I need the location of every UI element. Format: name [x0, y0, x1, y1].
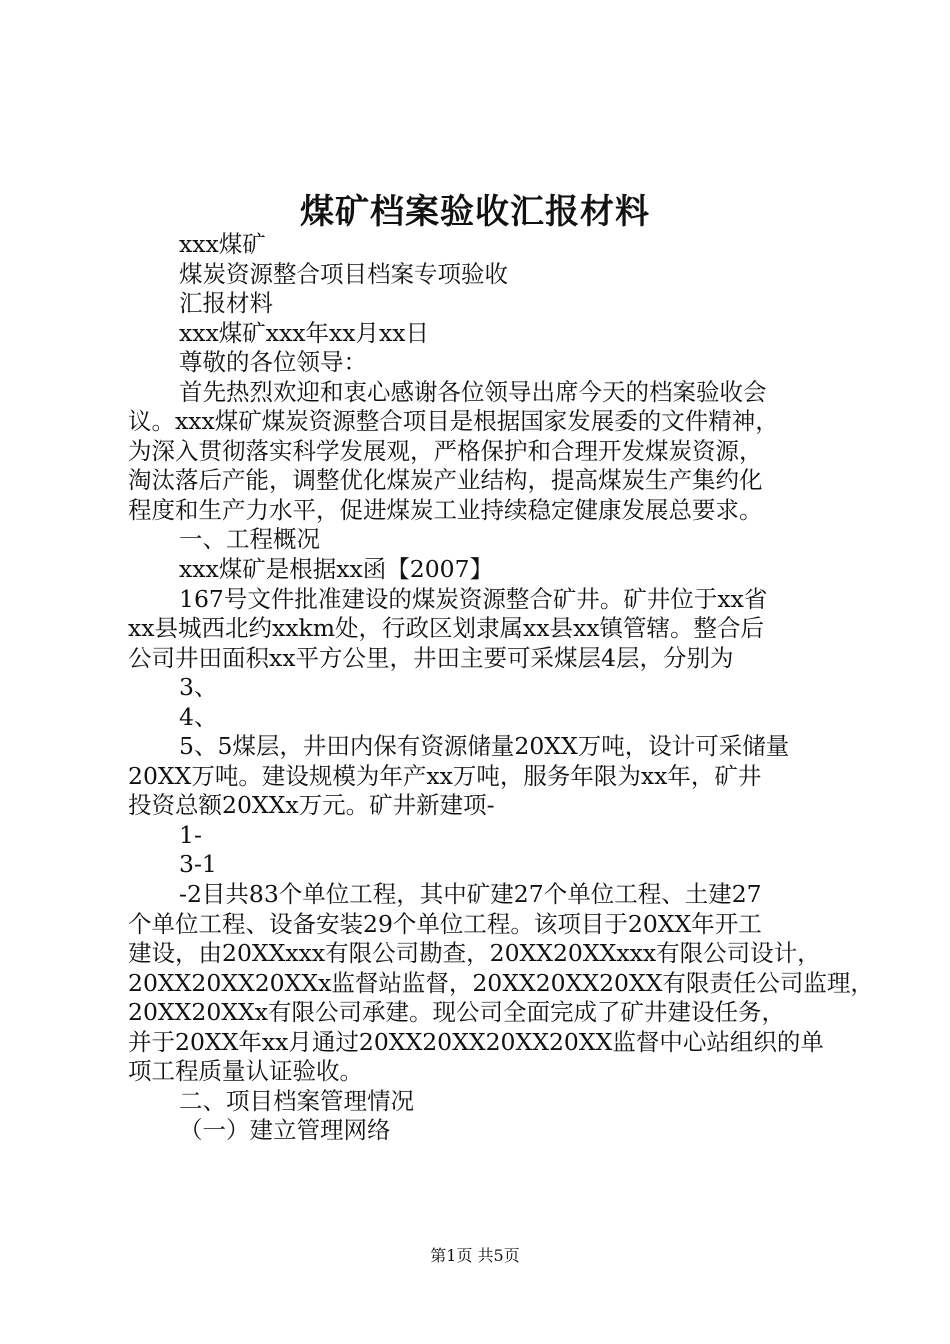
body-line: 为深入贯彻落实科学发展观，严格保护和合理开发煤炭资源，	[128, 436, 763, 465]
body-line: 5、5煤层，井田内保有资源储量20XX万吨，设计可采储量	[179, 732, 790, 761]
body-line: 3-1	[179, 850, 217, 879]
body-line: 20XX万吨。建设规模为年产xx万吨，服务年限为xx年，矿井	[128, 761, 762, 790]
body-line: 二、项目档案管理情况	[179, 1086, 414, 1115]
body-line: 淘汰落后产能，调整优化煤炭产业结构，提高煤炭生产集约化	[128, 466, 763, 495]
body-line: xxx煤矿是根据xx函【2007】	[179, 555, 494, 584]
body-line: 煤炭资源整合项目档案专项验收	[179, 259, 508, 288]
body-line: 167号文件批准建设的煤炭资源整合矿井。矿井位于xx省	[179, 584, 768, 613]
body-line: 并于20XX年xx月通过20XX20XX20XX20XX监督中心站组织的单	[128, 1027, 824, 1056]
body-line: 20XX20XX20XXx监督站监督，20XX20XX20XX有限责任公司监理，	[128, 968, 874, 997]
body-line: 项工程质量认证验收。	[128, 1057, 363, 1086]
document-body	[128, 230, 874, 1146]
body-line: 建设，由20XXxxx有限公司勘查，20XX20XXxxx有限公司设计，	[128, 939, 821, 968]
body-line: 公司井田面积xx平方公里，井田主要可采煤层4层，分别为	[128, 643, 734, 672]
body-line: 个单位工程、设备安装29个单位工程。该项目于20XX年开工	[128, 909, 762, 938]
body-line: 投资总额20XXx万元。矿井新建项-	[128, 791, 495, 820]
body-line: 议。xxx煤矿煤炭资源整合项目是根据国家发展委的文件精神，	[128, 407, 779, 436]
body-line: 1-	[179, 820, 202, 849]
body-line: 4、	[179, 702, 218, 731]
body-line: 3、	[179, 673, 218, 702]
page-footer: 第1页 共5页	[430, 1246, 520, 1265]
body-line: 20XX20XXx有限公司承建。现公司全面完成了矿井建设任务，	[128, 998, 785, 1027]
body-line: xx县城西北约xxkm处，行政区划隶属xx县xx镇管辖。整合后	[128, 614, 765, 643]
body-line: xxx煤矿xxx年xx月xx日	[179, 318, 430, 347]
body-line: -2目共83个单位工程，其中矿建27个单位工程、土建27	[179, 880, 762, 909]
document-title: 煤矿档案验收汇报材料	[300, 192, 650, 232]
body-line: xxx煤矿	[179, 230, 266, 258]
body-line: 程度和生产力水平，促进煤炭工业持续稳定健康发展总要求。	[128, 495, 763, 524]
body-line: 一、工程概况	[179, 525, 320, 554]
body-line: 首先热烈欢迎和衷心感谢各位领导出席今天的档案验收会	[179, 377, 767, 406]
body-line: 尊敬的各位领导：	[179, 348, 367, 377]
body-line: （一）建立管理网络	[179, 1116, 391, 1145]
body-line: 汇报材料	[179, 289, 273, 318]
